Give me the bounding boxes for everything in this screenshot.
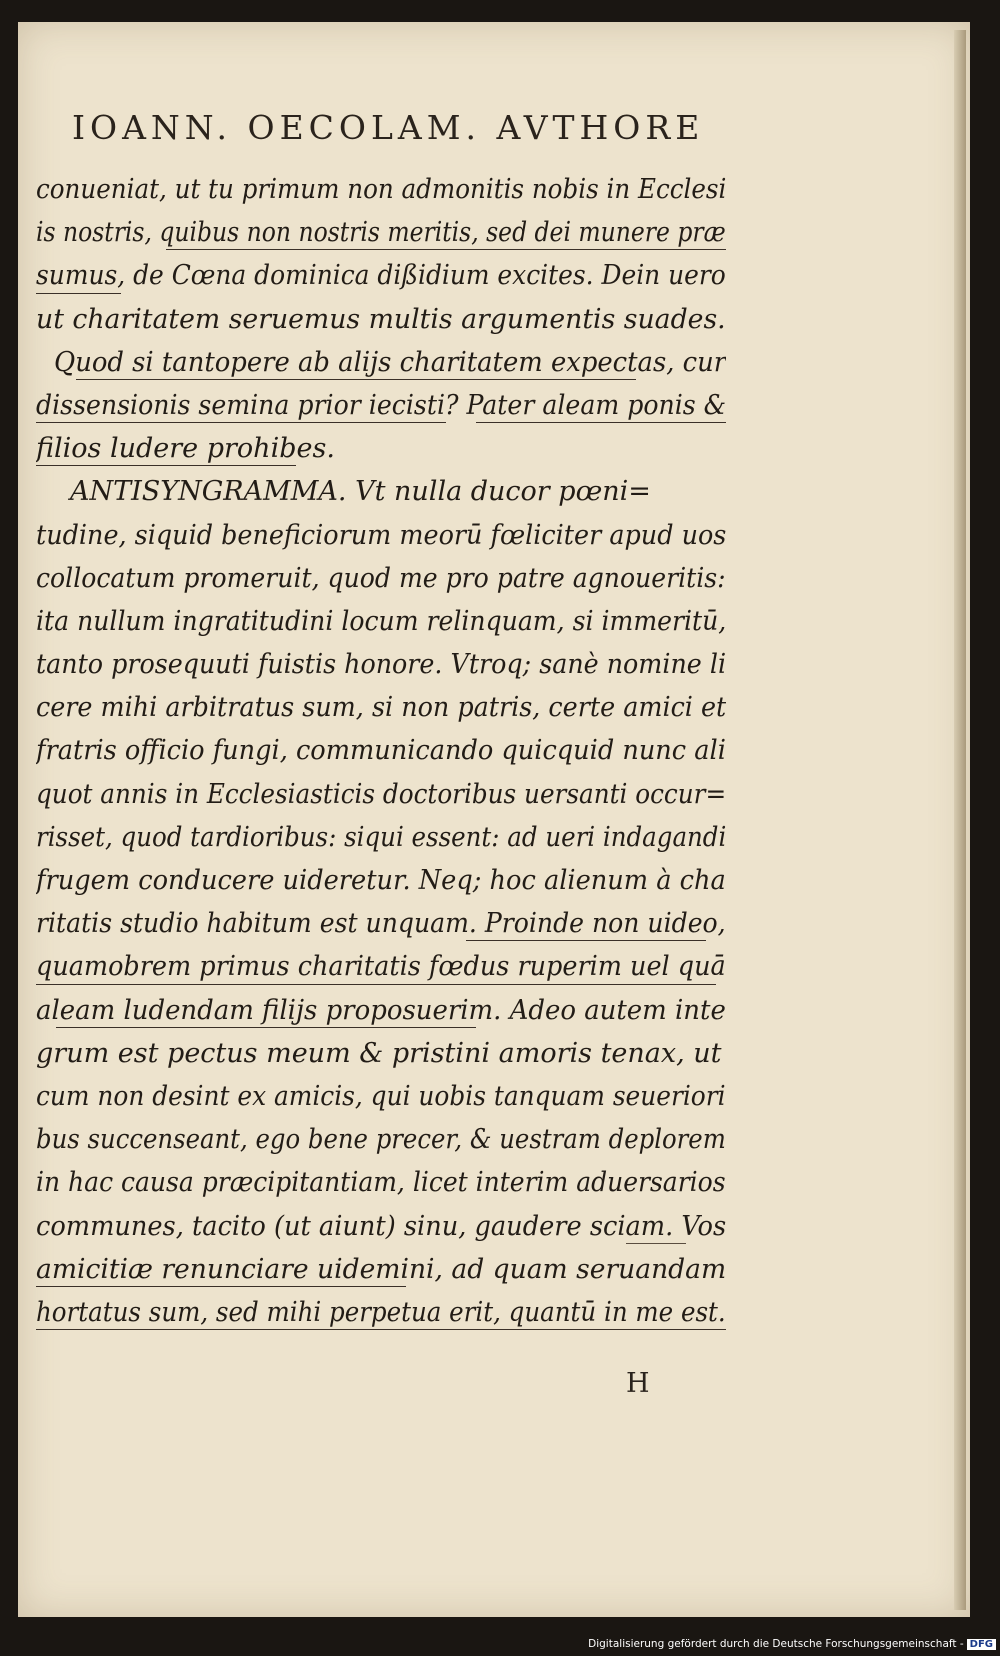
text-line: ita nullum ingratitudini locum relinquam, si immeritū, (36, 605, 726, 637)
text-line: tudine, siquid beneficiorum meorū fœliciter apud uos (36, 519, 726, 551)
text-block (36, 168, 726, 1334)
text-line: in hac causa præcipitantiam, licet interim aduersarios (36, 1167, 726, 1199)
text-line: collocatum promeruit, quod me pro patre agnoueritis: (36, 562, 726, 594)
text-line: ut charitatem seruemus multis argumentis suades. (36, 303, 726, 335)
text-line: quamobrem primus charitatis fœdus ruperim uel quā (36, 945, 726, 988)
text-line: ANTISYNGRAMMA. Vt nulla ducor pœni= (70, 476, 651, 508)
page-edge (954, 30, 966, 1610)
text-line: cum non desint ex amicis, qui uobis tanquam seueriori (36, 1080, 726, 1112)
text-line: amicitiæ renunciare uidemini, ad quam seruandam (36, 1248, 726, 1291)
text-line: dissensionis semina prior iecisti? Pater aleam ponis & (36, 384, 726, 427)
text-line: communes, tacito (ut aiunt) sinu, gaudere sciam. Vos (36, 1205, 726, 1248)
digitization-credit (588, 1638, 996, 1650)
dfg-logo: DFG (967, 1639, 996, 1650)
text-line: cere mihi arbitratus sum, si non patris, certe amici et (36, 692, 726, 724)
signature-mark: H (626, 1368, 650, 1399)
text-line: Quod si tantopere ab alijs charitatem expectas, cur (36, 341, 726, 384)
text-line: is nostris, quibus non nostris meritis, sed dei munere præ (36, 211, 726, 254)
text-line: conueniat, ut tu primum non admonitis nobis in Ecclesi (36, 174, 726, 205)
text-line: hortatus sum, sed mihi perpetua erit, quantū in me est. (36, 1291, 726, 1334)
text-line: fratris officio fungi, communicando quicquid nunc ali (36, 735, 726, 767)
text-line: ritatis studio habitum est unquam. Proinde non uideo, (36, 902, 726, 945)
text-line: quot annis in Ecclesiasticis doctoribus uersanti occur= (36, 778, 726, 810)
text-line: filios ludere prohibes. (36, 427, 726, 470)
text-line: risset, quod tardioribus: siqui essent: ad ueri indagandi (36, 821, 726, 853)
text-line: frugem conducere uideretur. Neq; hoc alienum à cha (36, 865, 726, 896)
text-line: bus succenseant, ego bene precer, & uestram deplorem (36, 1124, 726, 1156)
text-line: aleam ludendam filijs proposuerim. Adeo autem inte (36, 989, 726, 1032)
text-line: sumus, de Cœna dominica dißidium excites. Dein uero (36, 254, 726, 297)
text-line: tanto prosequuti fuistis honore. Vtroq; sanè nomine li (36, 649, 726, 681)
running-header: IOANN. OECOLAM. AVTHORE (72, 108, 705, 147)
credit-text: Digitalisierung gefördert durch die Deutsche Forschungsgemeinschaft - (588, 1638, 964, 1650)
text-line: grum est pectus meum & pristini amoris tenax, ut (36, 1037, 722, 1069)
